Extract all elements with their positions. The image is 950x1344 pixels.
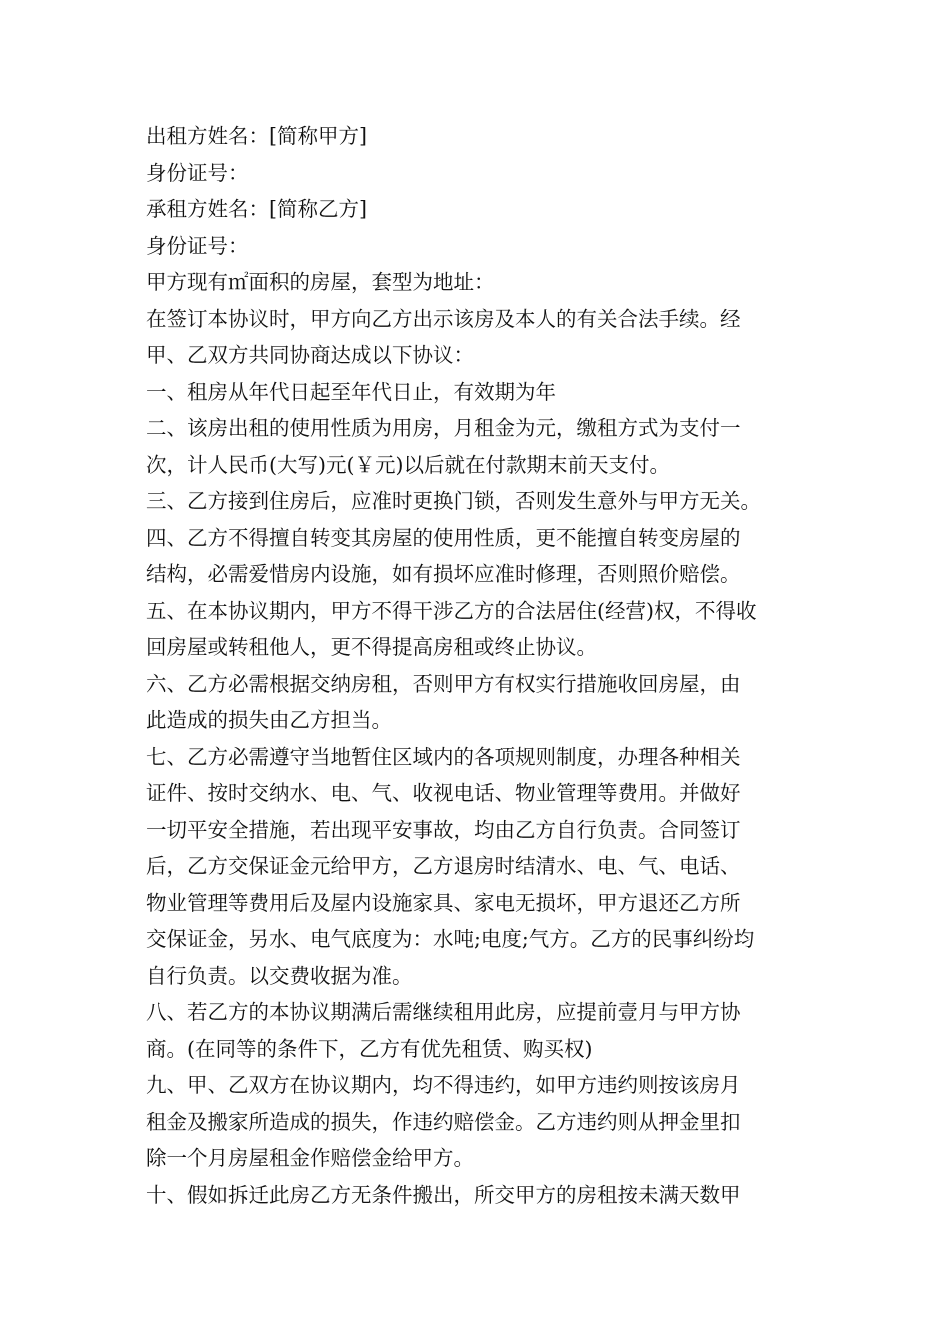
clause-4-line: 结构，必需爱惜房内设施，如有损坏应准时修理，否则照价赔偿。 [146,562,741,586]
clause-2-line: 二、该房出租的使用性质为用房，月租金为元，缴租方式为支付一 [146,416,741,440]
property-line: 甲方现有㎡面积的房屋，套型为地址： [146,270,495,294]
clause-5-line: 回房屋或转租他人，更不得提高房租或终止协议。 [146,635,597,659]
clause-7-line: 交保证金，另水、电气底度为：水吨;电度;气方。乙方的民事纠纷均 [146,927,755,951]
clause-7-line: 自行负责。以交费收据为准。 [146,963,413,988]
clause-7-line: 证件、按时交纳水、电、气、收视电话、物业管理等费用。并做好 [146,781,741,805]
lessor-id-line: 身份证号： [146,160,249,185]
clause-9-line: 除一个月房屋租金作赔偿金给甲方。 [146,1146,474,1170]
clause-1-line: 一、租房从年代日起至年代日止，有效期为年 [146,379,556,404]
clause-7-line: 后，乙方交保证金元给甲方，乙方退房时结清水、电、气、电话、 [146,854,741,878]
clause-4-line: 四、乙方不得擅自转变其房屋的使用性质，更不能擅自转变房屋的 [146,525,741,550]
contract-body [146,118,806,1213]
paragraph-line: 甲、乙双方共同协商达成以下协议： [146,343,474,367]
clause-3-line: 三、乙方接到住房后，应准时更换门锁，否则发生意外与甲方无关。 [146,489,761,513]
paragraph-line: 在签订本协议时，甲方向乙方出示该房及本人的有关合法手续。经 [146,306,741,331]
clause-7-line: 物业管理等费用后及屋内设施家具、家电无损坏，甲方退还乙方所 [146,890,741,915]
lessee-id-line: 身份证号： [146,233,249,258]
clause-6-line: 六、乙方必需根据交纳房租，否则甲方有权实行措施收回房屋，由 [146,671,741,696]
clause-8-line: 商。(在同等的条件下，乙方有优先租赁、购买权) [146,1036,593,1061]
clause-7-line: 七、乙方必需遵守当地暂住区域内的各项规则制度，办理各种相关 [146,744,741,769]
clause-9-line: 租金及搬家所造成的损失，作违约赔偿金。乙方违约则从押金里扣 [146,1109,741,1134]
clause-9-line: 九、甲、乙双方在协议期内，均不得违约，如甲方违约则按该房月 [146,1073,741,1097]
clause-7-line: 一切平安全措施，若出现平安事故，均由乙方自行负责。合同签订 [146,817,741,842]
clause-6-line: 此造成的损失由乙方担当。 [146,708,392,732]
clause-2-line: 次，计人民币(大写)元(￥元)以后就在付款期末前天支付。 [146,452,670,477]
lessor-name-line: 出租方姓名：[简称甲方] [146,124,367,148]
clause-5-line: 五、在本协议期内，甲方不得干涉乙方的合法居住(经营)权，不得收 [146,598,757,623]
lessee-name-line: 承租方姓名：[简称乙方] [146,197,367,221]
clause-10-line: 十、假如拆迁此房乙方无条件搬出，所交甲方的房租按未满天数甲 [146,1182,741,1207]
clause-8-line: 八、若乙方的本协议期满后需继续租用此房，应提前壹月与甲方协 [146,1000,741,1024]
